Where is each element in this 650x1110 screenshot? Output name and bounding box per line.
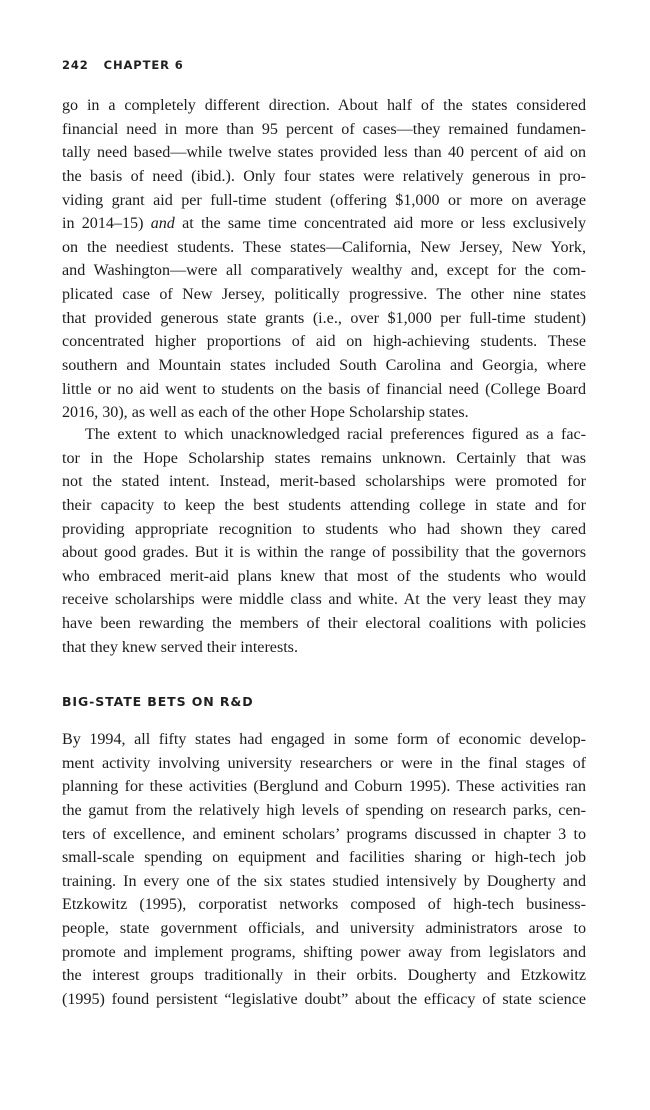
running-head: [62, 58, 184, 72]
text-line: southern and Mountain states included South Carolina and Georgia, where: [62, 357, 586, 375]
text-line: promote and implement programs, shifting power away from legislators and: [62, 943, 586, 961]
text-line: The extent to which unacknowledged racial preferences figured as a fac-: [85, 426, 586, 443]
text-line: the interest groups traditionally in their orbits. Dougherty and Etzkowitz: [62, 967, 586, 985]
text-line: ters of excellence, and eminent scholars’ programs discussed in chapter 3 to: [62, 825, 586, 843]
text-line: concentrated higher proportions of aid on high-achieving students. These: [62, 333, 586, 351]
body-paragraph-1: [62, 94, 586, 425]
text-line: about good grades. But it is within the range of possibility that the governors: [62, 544, 586, 562]
text-line: and Washington—were all comparatively wealthy and, except for the com-: [62, 262, 586, 280]
text-line: not the stated intent. Instead, merit-based scholarships were promoted for: [62, 473, 586, 491]
section-heading: BIG-STATE BETS ON R&D: [62, 694, 254, 709]
text-line: that provided generous state grants (i.e., over $1,000 per full-time student): [62, 309, 586, 327]
text-line: people, state government officials, and university administrators arose to: [62, 920, 586, 938]
text-line: training. In every one of the six states studied intensively by Dougherty and: [62, 872, 586, 890]
text-line: tor in the Hope Scholarship states remains unknown. Certainly that was: [62, 449, 586, 467]
text-run: at the same time concentrated aid more or less exclusively: [174, 215, 586, 233]
text-line: receive scholarships were middle class and white. At the very least they may: [62, 591, 586, 609]
page-number: 242: [62, 58, 89, 72]
text-line: have been rewarding the members of their electoral coalitions with policies: [62, 615, 586, 633]
text-line-with-italic: [62, 212, 586, 236]
text-line: little or no aid went to students on the basis of financial need (College Board: [62, 380, 586, 398]
text-line: their capacity to keep the best students attending college in state and for: [62, 496, 586, 514]
text-line: tally need based—while twelve states provided less than 40 percent of aid on: [62, 144, 586, 162]
text-line: 2016, 30), as well as each of the other Hope Scholarship states.: [62, 404, 469, 422]
text-line: planning for these activities (Berglund and Coburn 1995). These activities ran: [62, 778, 586, 796]
text-line: financial need in more than 95 percent of cases—they remained fundamen-: [62, 120, 586, 138]
text-line: Etzkowitz (1995), corporatist networks composed of high-tech business-: [62, 896, 586, 914]
text-line: that they knew served their interests.: [62, 638, 298, 656]
text-line: plicated case of New Jersey, politically progressive. The other nine states: [62, 286, 586, 304]
text-line: small-scale spending on equipment and facilities sharing or high-tech job: [62, 849, 586, 867]
chapter-label: CHAPTER 6: [103, 58, 184, 72]
italic-emphasis: and: [150, 215, 175, 233]
text-run: in 2014–15): [62, 215, 151, 233]
text-line: (1995) found persistent “legislative doubt” about the efficacy of state science: [62, 991, 586, 1009]
text-line: who embraced merit-aid plans knew that most of the students who would: [62, 567, 586, 585]
text-line: the gamut from the relatively high levels of spending on research parks, cen-: [62, 801, 586, 819]
text-line: go in a completely different direction. About half of the states considered: [62, 97, 586, 114]
text-line: ment activity involving university researchers or were in the final stages of: [62, 754, 586, 772]
text-line: on the neediest students. These states—California, New Jersey, New York,: [62, 238, 586, 256]
body-paragraph-2: [62, 423, 586, 659]
text-line: viding grant aid per full-time student (offering $1,000 or more on average: [62, 191, 586, 209]
text-line: By 1994, all fifty states had engaged in some form of economic develop-: [62, 731, 586, 748]
text-line: the basis of need (ibid.). Only four states were relatively generous in pro-: [62, 167, 586, 185]
body-paragraph-3: [62, 728, 586, 1012]
text-line: providing appropriate recognition to students who had shown they cared: [62, 520, 586, 538]
